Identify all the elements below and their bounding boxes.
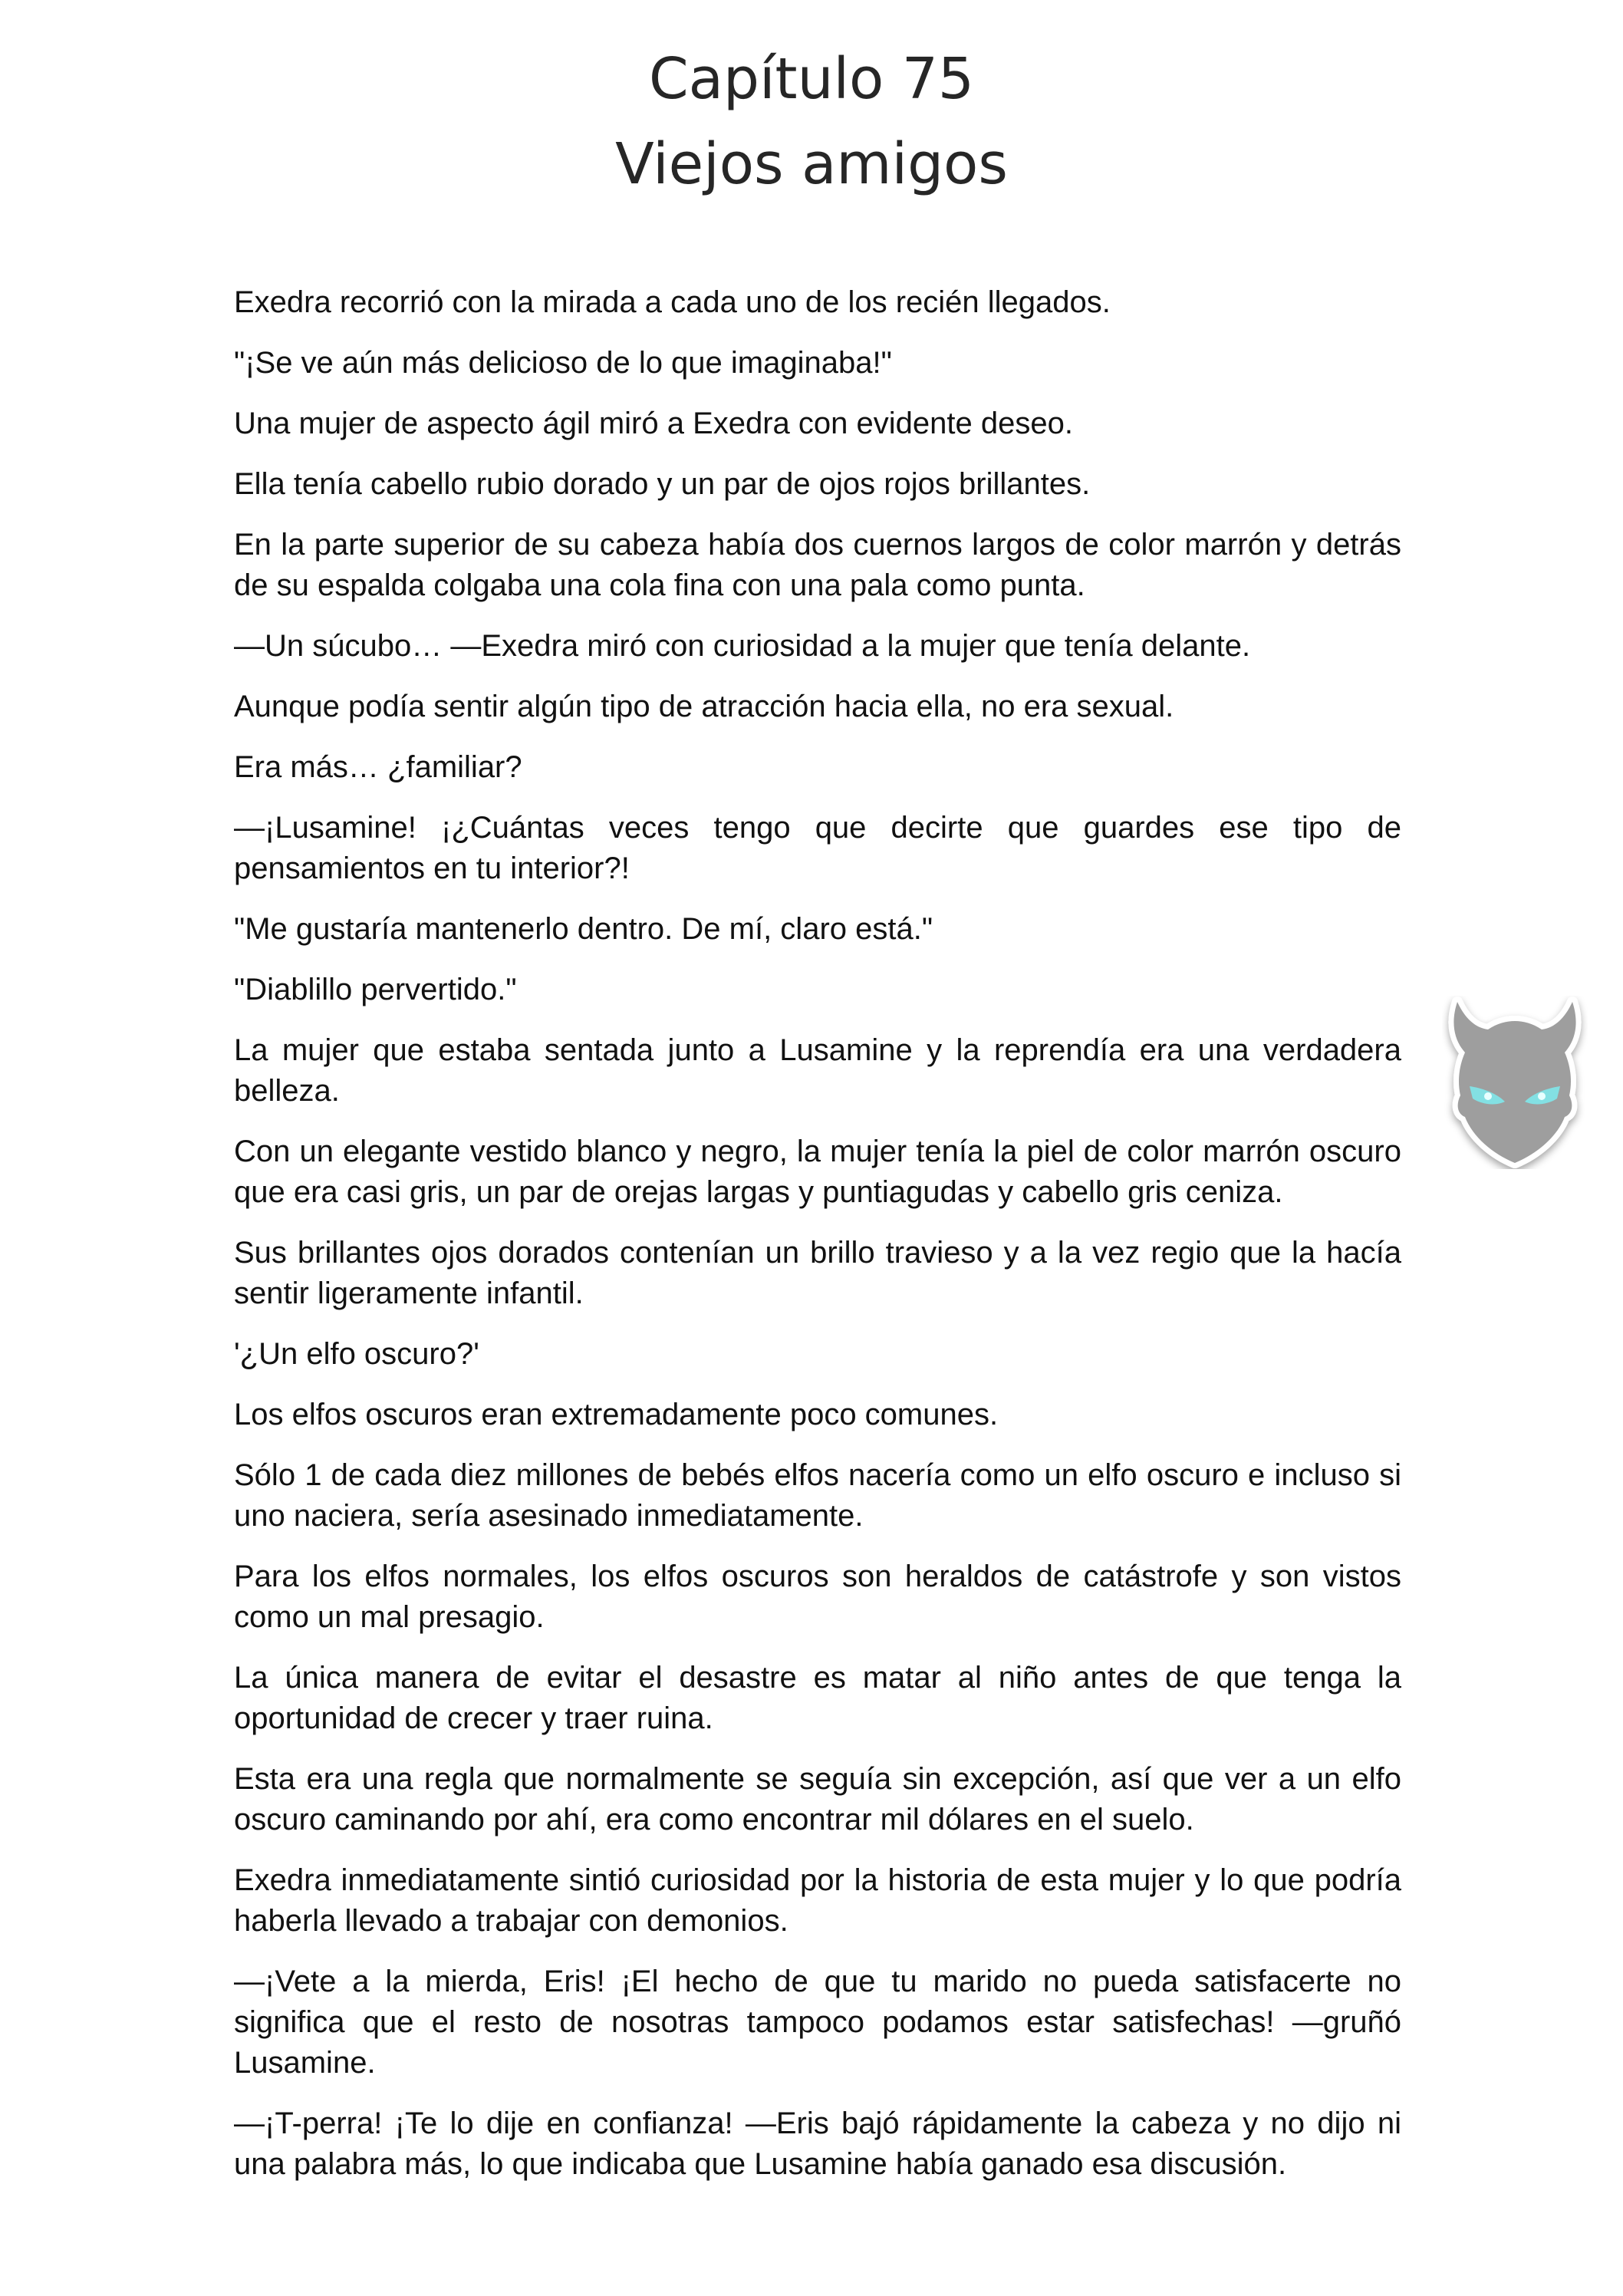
demon-head-icon: [1442, 996, 1588, 1169]
paragraph: Esta era una regla que normalmente se seguía sin excepción, así que ver a un elfo oscuro caminando por ahí, era como encontrar mil dólares en el suelo.: [234, 1762, 1401, 1836]
paragraph: "¡Se ve aún más delicioso de lo que imaginaba!": [234, 346, 892, 380]
paragraph: —¡Vete a la mierda, Eris! ¡El hecho de que tu marido no pueda satisfacerte no significa que el resto de nosotras tampoco podamos estar satisfechas! —gruñó Lusamine.: [234, 1965, 1401, 2080]
paragraph: Con un elegante vestido blanco y negro, la mujer tenía la piel de color marrón oscuro que era casi gris, un par de orejas largas y puntiagudas y cabello gris ceniza.: [234, 1135, 1401, 1209]
paragraph: Sólo 1 de cada diez millones de bebés elfos nacería como un elfo oscuro e incluso si uno naciera, sería asesinado inmediatamente.: [234, 1458, 1401, 1533]
paragraph: —¡Lusamine! ¡¿Cuántas veces tengo que decirte que guardes ese tipo de pensamientos en tu interior?!: [234, 811, 1401, 885]
chapter-title: Viejos amigos: [615, 131, 1008, 197]
paragraph: La única manera de evitar el desastre es matar al niño antes de que tenga la oportunidad de crecer y traer ruina.: [234, 1661, 1401, 1735]
paragraph: Era más… ¿familiar?: [234, 750, 522, 784]
paragraph: Exedra inmediatamente sintió curiosidad por la historia de esta mujer y lo que podría haberla llevado a trabajar con demonios.: [234, 1863, 1401, 1938]
paragraph: Los elfos oscuros eran extremadamente poco comunes.: [234, 1398, 999, 1431]
paragraph: —¡T-perra! ¡Te lo dije en confianza! —Eris bajó rápidamente la cabeza y no dijo ni una palabra más, lo que indicaba que Lusamine había ganado esa discusión.: [234, 2107, 1401, 2181]
chapter-heading: [0, 37, 1623, 207]
paragraph: Una mujer de aspecto ágil miró a Exedra con evidente deseo.: [234, 407, 1073, 440]
paragraph: —Un súcubo… —Exedra miró con curiosidad a la mujer que tenía delante.: [234, 629, 1251, 663]
paragraph: "Diablillo pervertido.": [234, 973, 517, 1006]
paragraph: En la parte superior de su cabeza había dos cuernos largos de color marrón y detrás de su espalda colgaba una cola fina con una pala como punta.: [234, 528, 1401, 602]
paragraph: "Me gustaría mantenerlo dentro. De mí, claro está.": [234, 912, 933, 946]
paragraph: La mujer que estaba sentada junto a Lusamine y la reprendía era una verdadera belleza.: [234, 1033, 1401, 1108]
paragraph: Sus brillantes ojos dorados contenían un brillo travieso y a la vez regio que la hacía sentir ligeramente infantil.: [234, 1236, 1401, 1310]
paragraph: Para los elfos normales, los elfos oscuros son heraldos de catástrofe y son vistos como un mal presagio.: [234, 1560, 1401, 1634]
paragraph: '¿Un elfo oscuro?': [234, 1337, 479, 1371]
paragraph: Exedra recorrió con la mirada a cada uno de los recién llegados.: [234, 285, 1111, 319]
paragraph: Ella tenía cabello rubio dorado y un par de ojos rojos brillantes.: [234, 467, 1091, 501]
paragraph: Aunque podía sentir algún tipo de atracción hacia ella, no era sexual.: [234, 690, 1174, 723]
chapter-body: [234, 282, 1401, 2205]
chapter-number: Capítulo 75: [649, 46, 974, 112]
